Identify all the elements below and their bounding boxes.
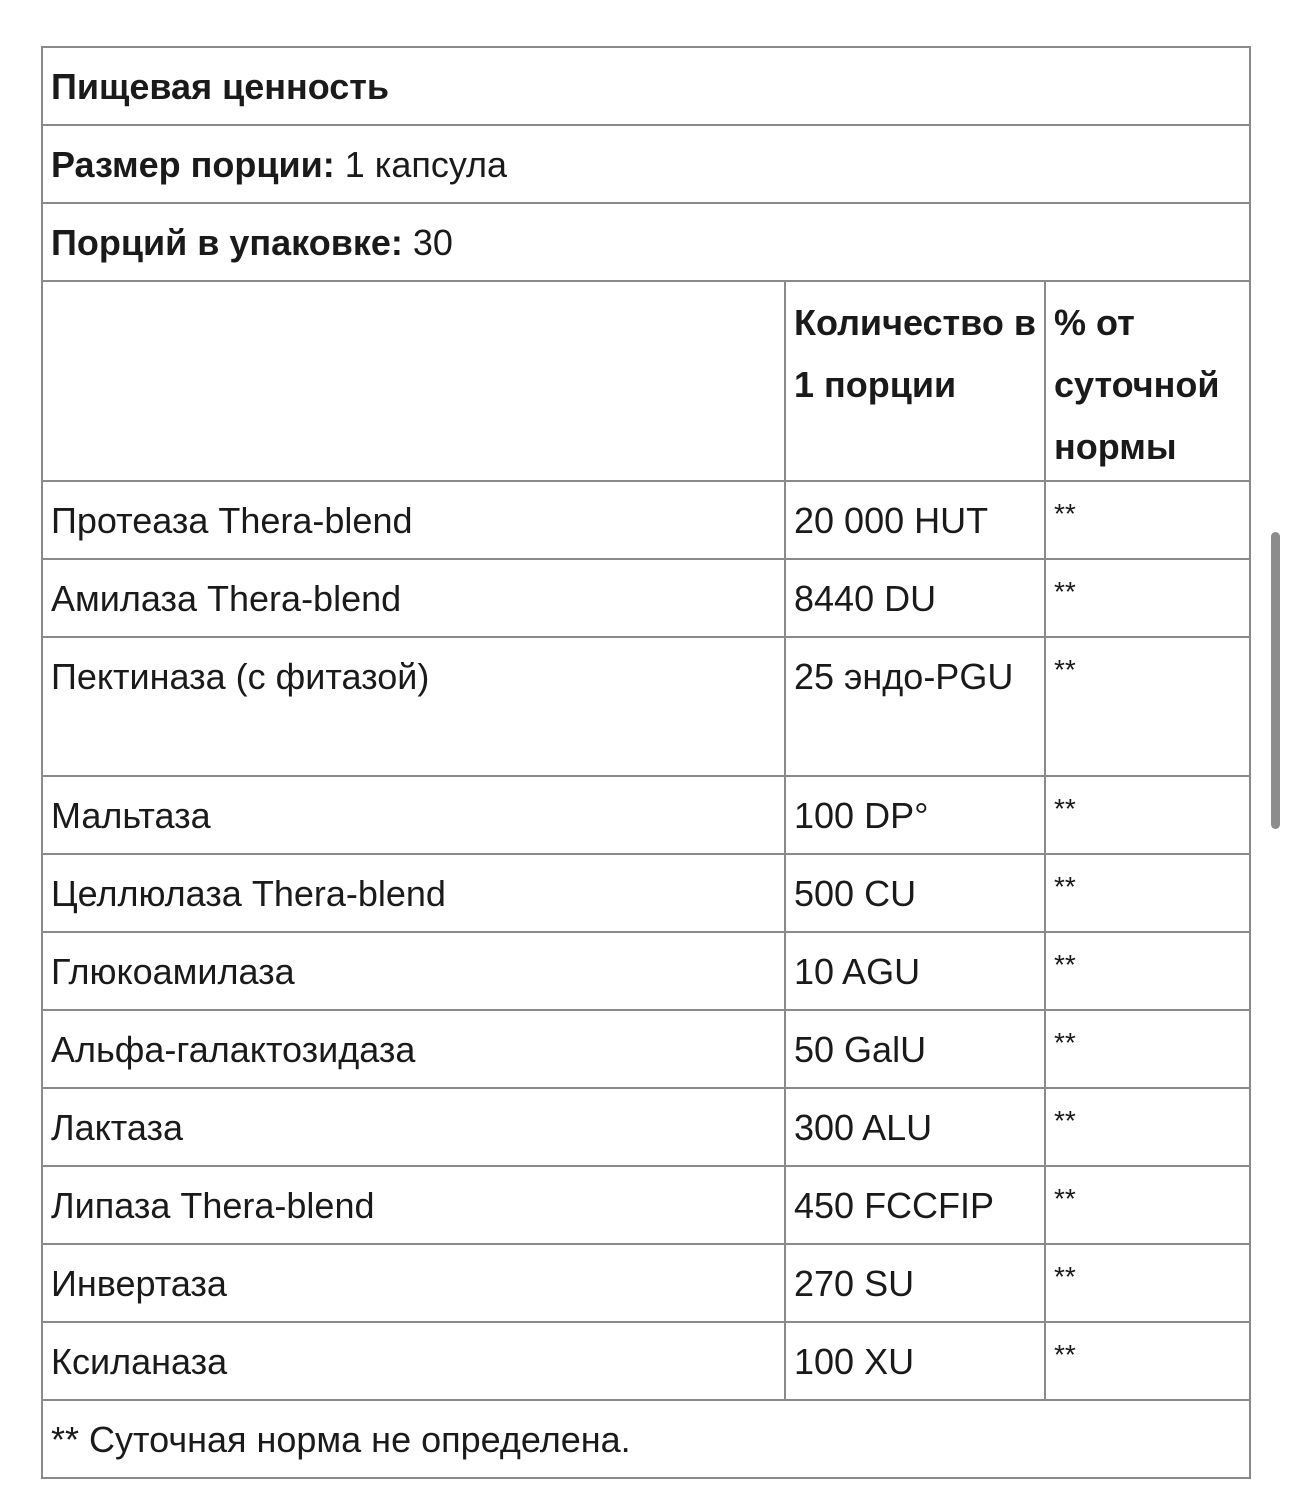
- ingredient-amount: 100 XU: [785, 1322, 1045, 1400]
- servings-label: Порций в упаковке:: [51, 222, 403, 263]
- ingredient-name: Лактаза: [42, 1088, 785, 1166]
- ingredient-dv: **: [1054, 949, 1076, 980]
- servings-cell: [42, 203, 1250, 281]
- daily-value-header: % от суточной нормы: [1045, 281, 1250, 481]
- table-title: Пищевая ценность: [51, 66, 390, 107]
- footnote-row: [42, 1400, 1250, 1478]
- ingredient-dv: **: [1054, 498, 1076, 529]
- ingredient-dv-cell: [1045, 559, 1250, 637]
- empty-header-cell: [42, 281, 785, 481]
- ingredient-name: Пектиназа (с фитазой): [42, 637, 785, 776]
- ingredient-name: Альфа-галактозидаза: [42, 1010, 785, 1088]
- ingredient-dv: **: [1054, 793, 1076, 824]
- ingredient-dv: **: [1054, 576, 1076, 607]
- ingredient-amount: 500 CU: [785, 854, 1045, 932]
- ingredient-amount: 100 DP°: [785, 776, 1045, 854]
- ingredient-amount: 25 эндо-PGU: [785, 637, 1045, 776]
- table-row: [42, 1010, 1250, 1088]
- table-row: [42, 932, 1250, 1010]
- ingredient-name: Инвертаза: [42, 1244, 785, 1322]
- ingredient-dv: **: [1054, 1027, 1076, 1058]
- ingredient-dv-cell: [1045, 854, 1250, 932]
- table-row: [42, 854, 1250, 932]
- ingredient-dv-cell: [1045, 1010, 1250, 1088]
- ingredient-dv: **: [1054, 1339, 1076, 1370]
- ingredient-dv-cell: [1045, 481, 1250, 559]
- supplement-facts-table: [41, 46, 1251, 1479]
- table-title-cell: [42, 47, 1250, 125]
- ingredient-dv-cell: [1045, 1166, 1250, 1244]
- ingredient-name: Амилаза Thera-blend: [42, 559, 785, 637]
- table-row: [42, 481, 1250, 559]
- servings-value: 30: [402, 222, 453, 263]
- ingredient-dv: **: [1054, 1105, 1076, 1136]
- servings-per-container-row: [42, 203, 1250, 281]
- table-row: [42, 776, 1250, 854]
- ingredient-dv: **: [1054, 871, 1076, 902]
- ingredient-amount: 450 FCCFIP: [785, 1166, 1045, 1244]
- ingredient-dv: **: [1054, 1261, 1076, 1292]
- ingredient-dv-cell: [1045, 932, 1250, 1010]
- ingredient-amount: 20 000 HUT: [785, 481, 1045, 559]
- serving-size-label: Размер порции:: [51, 144, 335, 185]
- ingredient-dv-cell: [1045, 776, 1250, 854]
- ingredient-dv-cell: [1045, 1244, 1250, 1322]
- ingredient-name: Протеаза Thera-blend: [42, 481, 785, 559]
- ingredient-dv-cell: [1045, 1088, 1250, 1166]
- ingredient-name: Мальтаза: [42, 776, 785, 854]
- serving-size-row: [42, 125, 1250, 203]
- column-header-row: [42, 281, 1250, 481]
- ingredient-dv: **: [1054, 1183, 1076, 1214]
- table-row: [42, 1322, 1250, 1400]
- title-row: [42, 47, 1250, 125]
- serving-size-value: 1 капсула: [334, 144, 508, 185]
- ingredient-amount: 300 ALU: [785, 1088, 1045, 1166]
- amount-header: Количество в 1 порции: [785, 281, 1045, 481]
- ingredient-dv-cell: [1045, 1322, 1250, 1400]
- table-row: [42, 559, 1250, 637]
- ingredient-dv-cell: [1045, 637, 1250, 776]
- table-row: [42, 637, 1250, 776]
- ingredient-amount: 8440 DU: [785, 559, 1045, 637]
- ingredient-amount: 50 GalU: [785, 1010, 1045, 1088]
- ingredient-name: Глюкоамилаза: [42, 932, 785, 1010]
- table-row: [42, 1244, 1250, 1322]
- ingredient-amount: 10 AGU: [785, 932, 1045, 1010]
- ingredient-name: Липаза Thera-blend: [42, 1166, 785, 1244]
- table-row: [42, 1088, 1250, 1166]
- serving-size-cell: [42, 125, 1250, 203]
- table-row: [42, 1166, 1250, 1244]
- ingredient-name: Ксиланаза: [42, 1322, 785, 1400]
- ingredient-dv: **: [1054, 654, 1076, 685]
- vertical-scrollbar[interactable]: [1271, 532, 1280, 829]
- footnote: ** Суточная норма не определена.: [42, 1400, 1250, 1478]
- ingredient-name: Целлюлаза Thera-blend: [42, 854, 785, 932]
- ingredient-amount: 270 SU: [785, 1244, 1045, 1322]
